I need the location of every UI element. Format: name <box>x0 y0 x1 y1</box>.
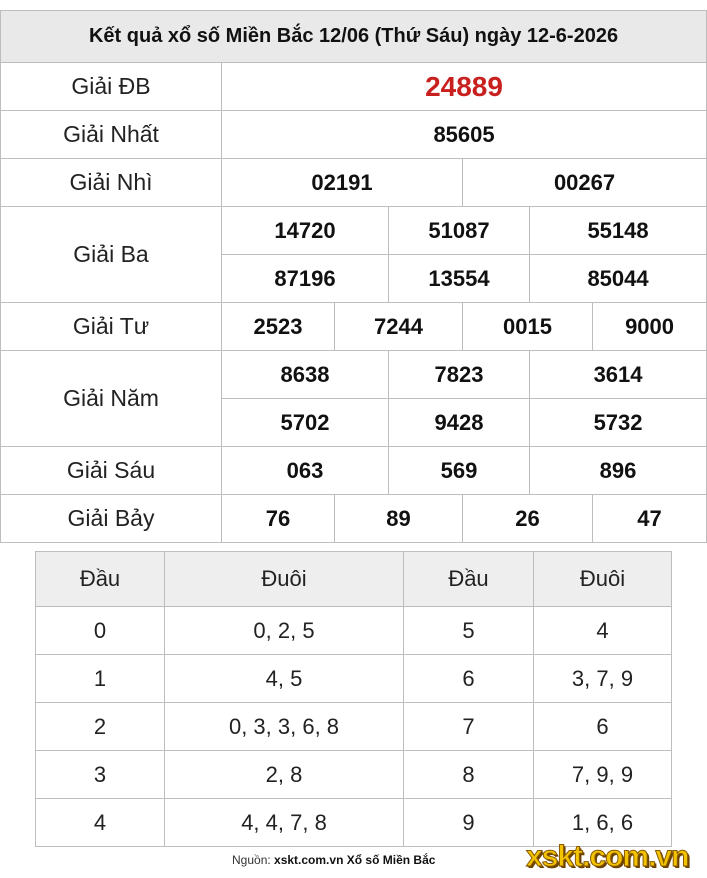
loto-tail: 0, 2, 5 <box>165 607 404 655</box>
loto-head: 0 <box>36 607 165 655</box>
prize-number: 76 <box>222 495 335 543</box>
loto-head: 6 <box>404 655 534 703</box>
prize-number: 7823 <box>389 351 530 399</box>
loto-head: 8 <box>404 751 534 799</box>
loto-head: 3 <box>36 751 165 799</box>
loto-tail: 3, 7, 9 <box>534 655 672 703</box>
site-logo-watermark: xskt.com.vn <box>526 840 689 873</box>
prize-number: 9428 <box>389 399 530 447</box>
loto-tail: 4, 5 <box>165 655 404 703</box>
table-row <box>36 751 672 799</box>
loto-head: 9 <box>404 799 534 847</box>
prize-number: 55148 <box>530 207 707 255</box>
prize-number: 02191 <box>222 159 463 207</box>
prize-number: 26 <box>463 495 593 543</box>
column-header: Đuôi <box>534 552 672 607</box>
special-prize-number: 24889 <box>222 63 707 111</box>
prize-label: Giải Nhì <box>1 159 222 207</box>
prize-number: 896 <box>530 447 707 495</box>
loto-tail: 4, 4, 7, 8 <box>165 799 404 847</box>
prize-label: Giải ĐB <box>1 63 222 111</box>
prize-number: 063 <box>222 447 389 495</box>
prize-number: 00267 <box>463 159 707 207</box>
loto-head: 2 <box>36 703 165 751</box>
prize-number: 3614 <box>530 351 707 399</box>
loto-tail: 0, 3, 3, 6, 8 <box>165 703 404 751</box>
page-title: Kết quả xổ số Miền Bắc 12/06 (Thứ Sáu) ngày 12-6-2026 <box>1 11 707 63</box>
prize-number: 5732 <box>530 399 707 447</box>
loto-tail: 4 <box>534 607 672 655</box>
prize-number: 51087 <box>389 207 530 255</box>
source-link[interactable]: xskt.com.vn Xổ số Miền Bắc <box>274 853 436 867</box>
prize-label: Giải Bảy <box>1 495 222 543</box>
prize-row-bay <box>1 495 707 543</box>
prize-number: 8638 <box>222 351 389 399</box>
table-row <box>36 703 672 751</box>
loto-tail: 2, 8 <box>165 751 404 799</box>
prize-number: 5702 <box>222 399 389 447</box>
prize-number: 85605 <box>222 111 707 159</box>
loto-header-row <box>36 552 672 607</box>
loto-head: 7 <box>404 703 534 751</box>
results-table <box>0 10 707 543</box>
prize-number: 13554 <box>389 255 530 303</box>
loto-tail: 6 <box>534 703 672 751</box>
prize-number: 85044 <box>530 255 707 303</box>
prize-number: 2523 <box>222 303 335 351</box>
prize-label: Giải Tư <box>1 303 222 351</box>
prize-number: 14720 <box>222 207 389 255</box>
prize-number: 0015 <box>463 303 593 351</box>
source-credit <box>232 853 435 867</box>
prize-label: Giải Năm <box>1 351 222 447</box>
prize-row-sau <box>1 447 707 495</box>
column-header: Đầu <box>36 552 165 607</box>
prize-row-nhi <box>1 159 707 207</box>
prize-number: 47 <box>593 495 707 543</box>
prize-row-ba-1 <box>1 207 707 255</box>
column-header: Đuôi <box>165 552 404 607</box>
prize-row-db <box>1 63 707 111</box>
prize-label: Giải Sáu <box>1 447 222 495</box>
table-row <box>36 655 672 703</box>
prize-row-nhat <box>1 111 707 159</box>
loto-tail: 7, 9, 9 <box>534 751 672 799</box>
prize-number: 89 <box>335 495 463 543</box>
table-row <box>36 607 672 655</box>
prize-row-tu <box>1 303 707 351</box>
prize-label: Giải Ba <box>1 207 222 303</box>
prize-number: 569 <box>389 447 530 495</box>
loto-head: 5 <box>404 607 534 655</box>
prize-number: 7244 <box>335 303 463 351</box>
column-header: Đầu <box>404 552 534 607</box>
loto-head: 1 <box>36 655 165 703</box>
source-prefix: Nguồn: <box>232 853 275 867</box>
loto-tail: 1, 6, 6 <box>534 799 672 847</box>
prize-number: 9000 <box>593 303 707 351</box>
prize-number: 87196 <box>222 255 389 303</box>
loto-head: 4 <box>36 799 165 847</box>
loto-head-tail-table <box>35 551 672 847</box>
prize-label: Giải Nhất <box>1 111 222 159</box>
prize-row-nam-1 <box>1 351 707 399</box>
